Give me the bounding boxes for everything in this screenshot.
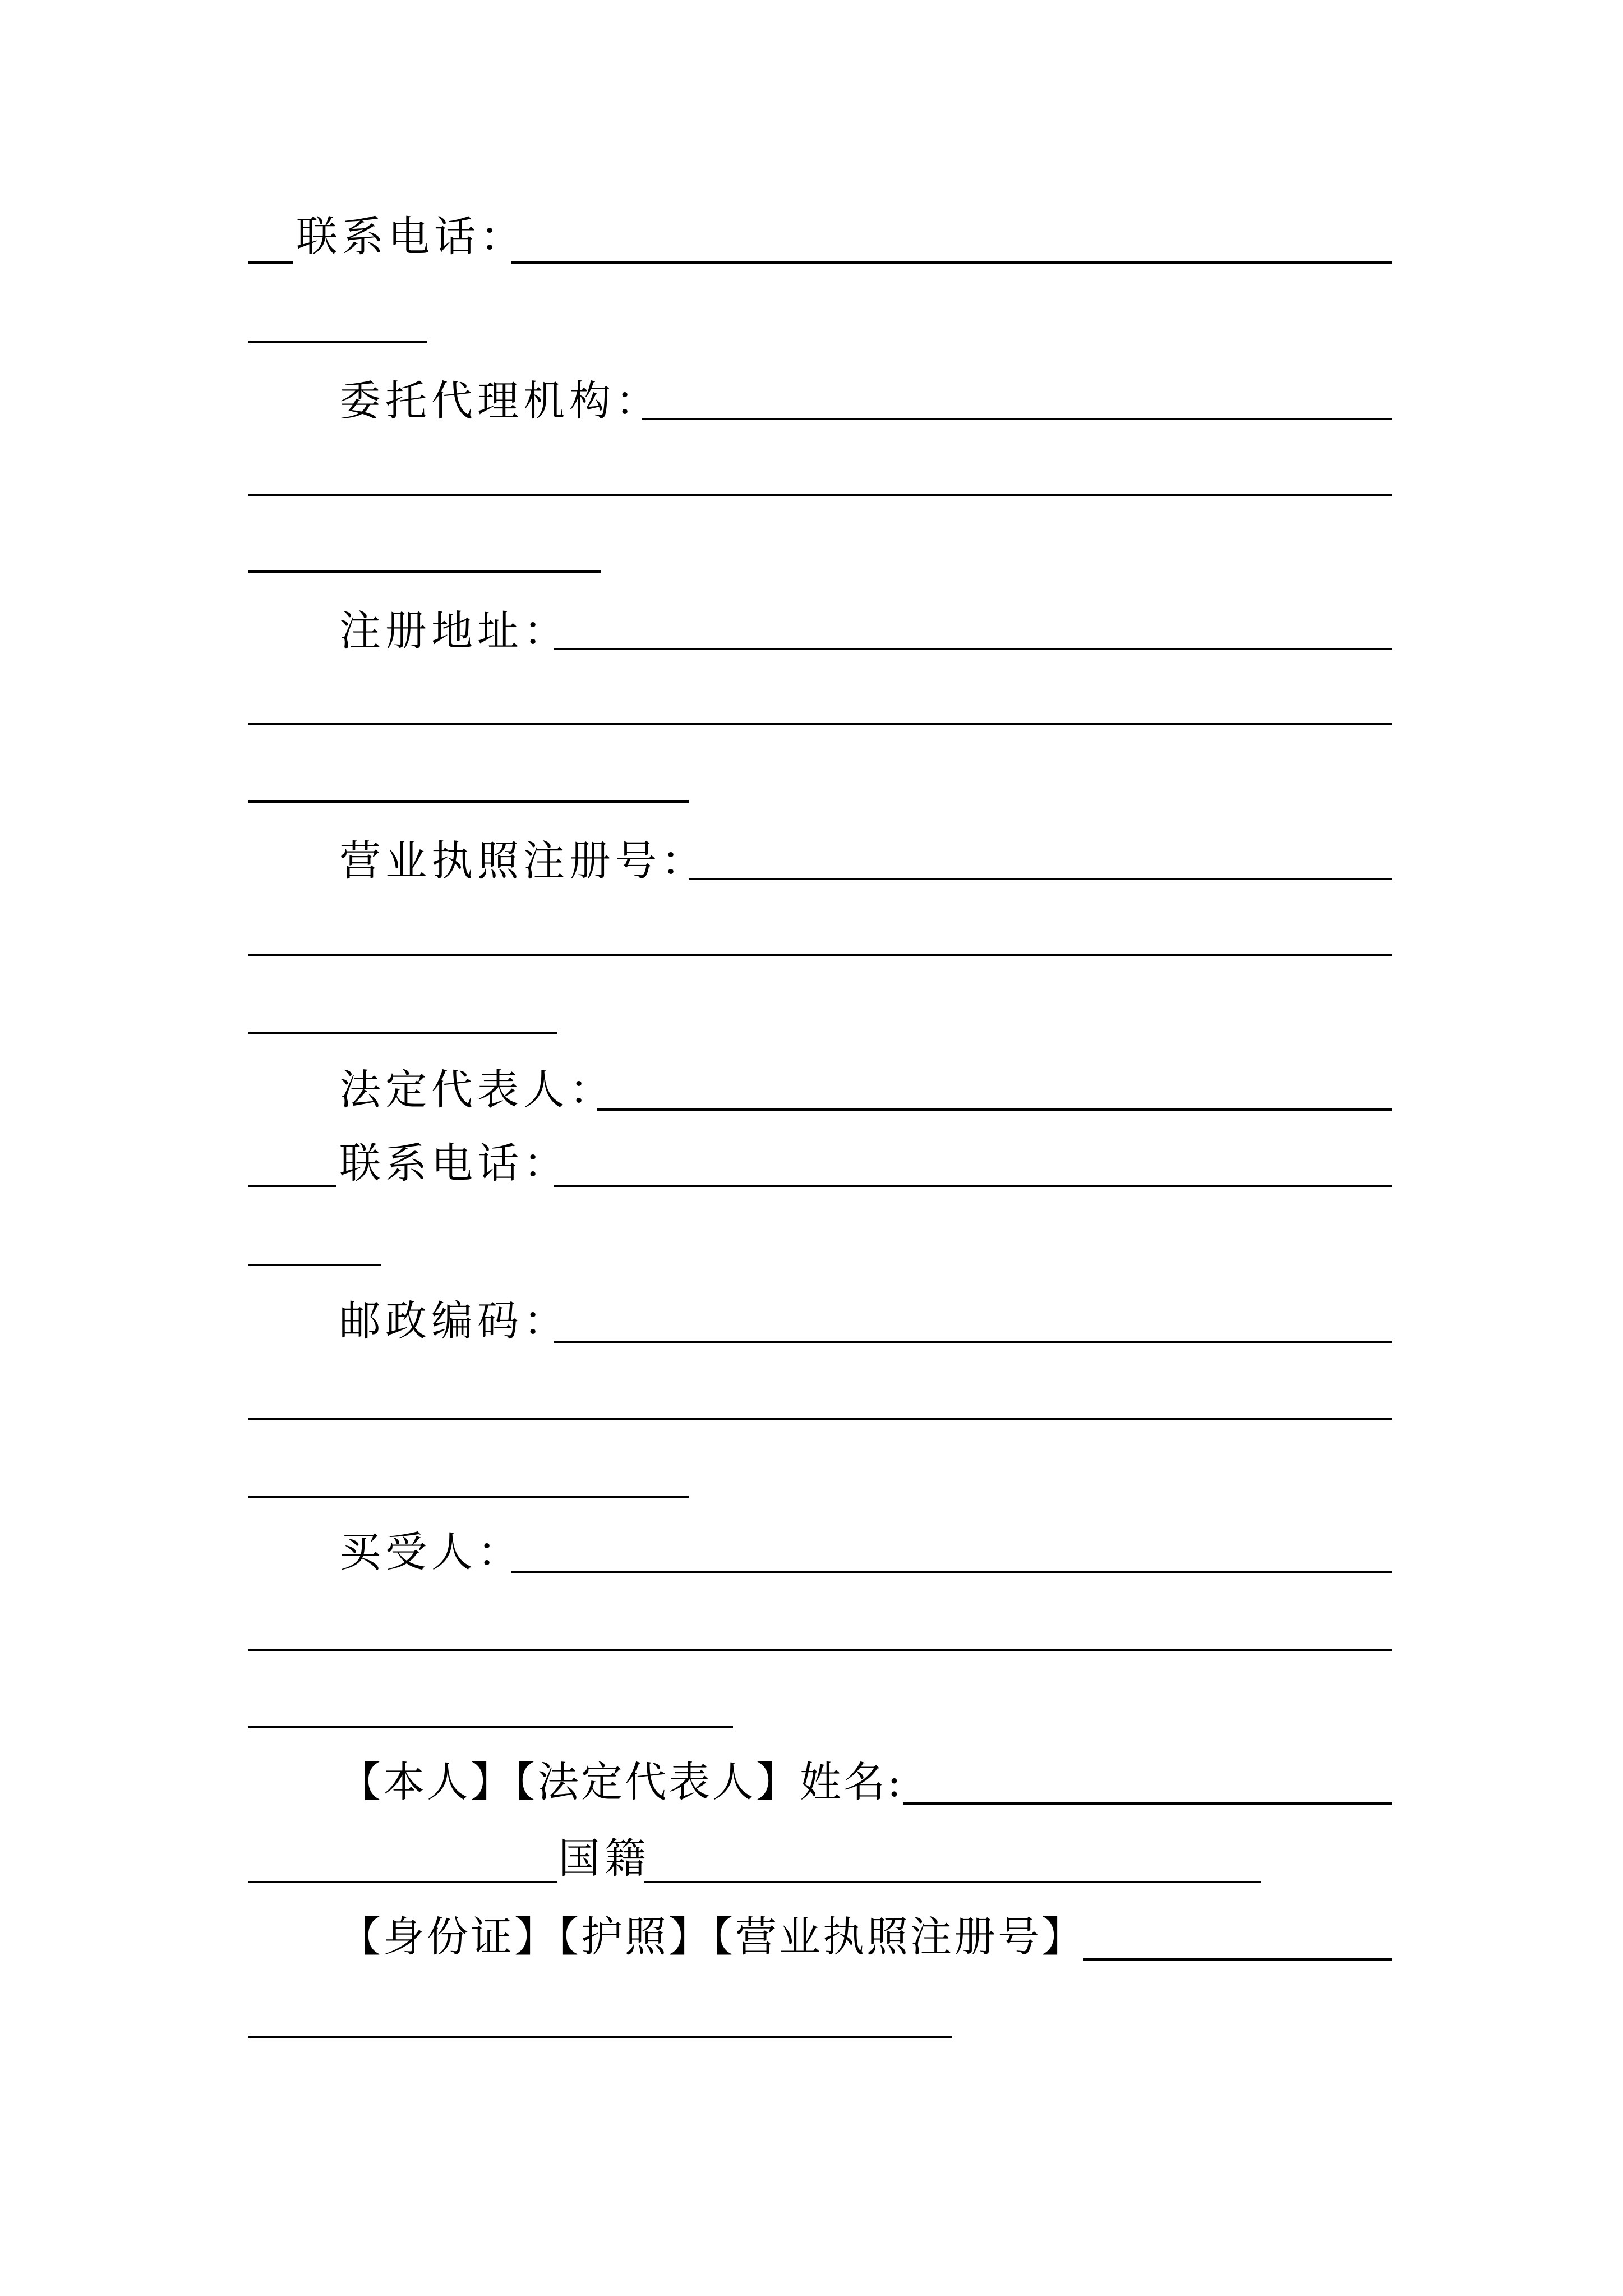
business-license-field-line-2[interactable] (248, 954, 1392, 956)
agency-field[interactable] (642, 418, 1392, 420)
blank-line (248, 261, 293, 264)
legal-representative-field[interactable] (597, 1108, 1392, 1111)
blank-line (248, 1185, 336, 1187)
id-document-field-continued[interactable] (248, 2036, 952, 2038)
nationality-label: 国籍 (559, 1834, 651, 1883)
contact-phone-field-continued[interactable] (248, 341, 427, 343)
nationality-field[interactable] (644, 1881, 1261, 1883)
registered-address-label: 注册地址： (339, 607, 569, 655)
name-field[interactable] (903, 1802, 1392, 1805)
postal-code-label: 邮政编码： (339, 1297, 569, 1345)
contact-phone-field-2[interactable] (554, 1185, 1392, 1187)
registered-address-field[interactable] (554, 648, 1392, 650)
id-document-label: 【身份证】【护照】【营业执照注册号】 (339, 1913, 1085, 1961)
id-document-field[interactable] (1083, 1958, 1392, 1961)
legal-representative-label: 法定代表人： (339, 1066, 615, 1114)
buyer-field-line-2[interactable] (248, 1649, 1392, 1651)
postal-code-field-line-3[interactable] (248, 1496, 689, 1498)
contact-phone-label-2: 联系电话： (339, 1139, 569, 1188)
postal-code-field[interactable] (554, 1341, 1392, 1343)
buyer-field[interactable] (511, 1571, 1392, 1573)
business-license-label: 营业执照注册号： (339, 837, 707, 885)
name-field-continued[interactable] (248, 1881, 557, 1883)
agency-field-line-3[interactable] (248, 570, 601, 573)
contact-phone-label: 联系电话： (296, 213, 526, 261)
registered-address-field-line-2[interactable] (248, 723, 1392, 725)
contact-phone-field-2-continued[interactable] (248, 1264, 381, 1266)
buyer-field-line-3[interactable] (248, 1726, 733, 1728)
agency-label: 委托代理机构： (339, 377, 661, 425)
agency-field-line-2[interactable] (248, 494, 1392, 496)
identity-name-label: 【本人】【法定代表人】姓名: (339, 1758, 903, 1806)
buyer-label: 买受人： (339, 1528, 523, 1576)
business-license-field-line-3[interactable] (248, 1032, 557, 1034)
business-license-field[interactable] (689, 878, 1392, 880)
contact-phone-field[interactable] (511, 261, 1392, 264)
postal-code-field-line-2[interactable] (248, 1418, 1392, 1420)
registered-address-field-line-3[interactable] (248, 800, 689, 803)
